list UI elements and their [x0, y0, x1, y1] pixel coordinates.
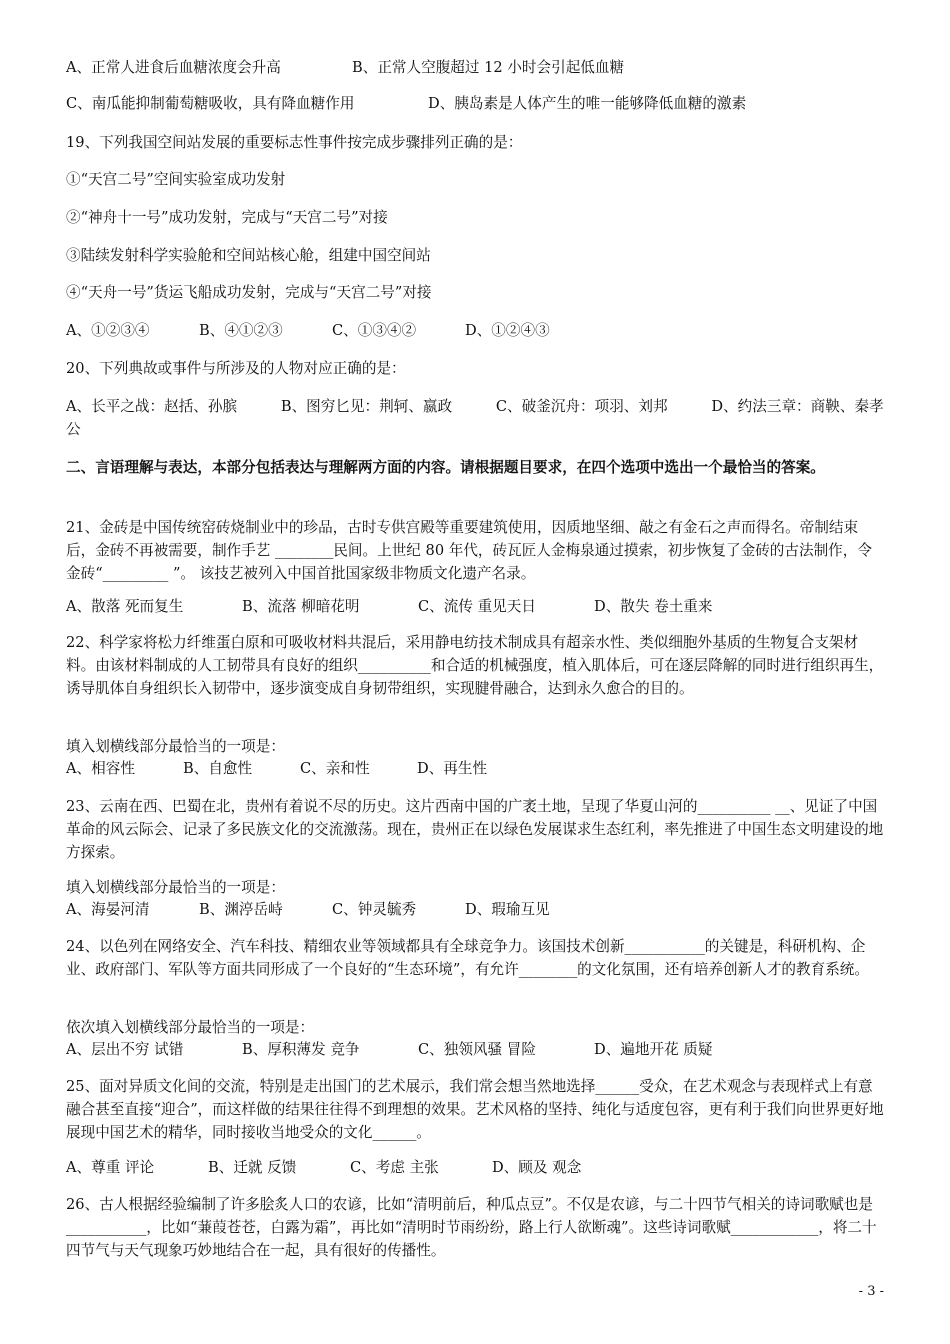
- q22-prompt: 填入划横线部分最恰当的一项是：: [66, 738, 285, 755]
- q21-option-a: A、散落 死而复生: [66, 598, 184, 615]
- q23-options: [66, 900, 550, 920]
- q19-option-b: B、④①②③: [199, 322, 283, 339]
- q21-option-d: D、散失 卷土重来: [594, 598, 713, 615]
- q23-option-d: D、瑕瑜互见: [465, 901, 550, 918]
- q19-statement-2: ②“神舟十一号”成功发射，完成与“天宫二号”对接: [66, 209, 388, 226]
- q23-option-c: C、钟灵毓秀: [332, 901, 417, 918]
- q19-options: [66, 321, 550, 341]
- q24-option-c: C、独领风骚 冒险: [418, 1041, 536, 1058]
- q25-stem: 25、面对异质文化间的交流，特别是走出国门的艺术展示，我们常会想当然地选择______受众，在艺术观念与表现样式上有意融合甚至直接“迎合”，而这样做的结果往往得不到理想的效果。艺术风格的坚持、纯化与适度包容，更有利于我们向世界更好地展现中国艺术的精华，同时接收当地受众的文化______。: [66, 1078, 884, 1141]
- q20-options: A、长平之战：赵括、孙膑 B、图穷匕见：荆轲、嬴政 C、破釜沉舟：项羽、刘邦 D、约法三章：商鞅、秦孝公: [66, 398, 884, 438]
- q19-statement-4: ④“天舟一号”货运飞船成功发射，完成与“天宫二号”对接: [66, 284, 432, 301]
- q25-option-a: A、尊重 评论: [66, 1159, 155, 1176]
- q18-option-c: C、南瓜能抑制葡萄糖吸收，具有降血糖作用: [66, 95, 355, 112]
- q24-options: [66, 1040, 713, 1060]
- q24-option-d: D、遍地开花 质疑: [594, 1041, 713, 1058]
- q23-option-b: B、渊渟岳峙: [199, 901, 283, 918]
- q19-statement-1: ①“天宫二号”空间实验室成功发射: [66, 171, 286, 188]
- q18-option-d: D、胰岛素是人体产生的唯一能够降低血糖的激素: [428, 95, 747, 112]
- q22-option-a: A、相容性: [66, 760, 135, 777]
- q25-options: [66, 1158, 581, 1178]
- page-number: - 3 -: [858, 1284, 884, 1299]
- q21-options: [66, 597, 713, 617]
- q22-stem: 22、科学家将松力纤维蛋白原和可吸收材料共混后，采用静电纺技术制成具有超亲水性、类似细胞外基质的生物复合支架材料。由该材料制成的人工韧带具有良好的组织__________和合适的机械强度，植入肌体后，可在逐层降解的同时进行组织再生，诱导肌体自身组织长入韧带中，逐步演变成自身韧带组织，实现腱骨融合，达到永久愈合的目的。: [66, 634, 884, 697]
- q22-option-b: B、自愈性: [183, 760, 253, 777]
- q25-option-d: D、顾及 观念: [492, 1159, 582, 1176]
- q18-options-row-1: [66, 58, 624, 78]
- q22-option-c: C、亲和性: [300, 760, 370, 777]
- section-2-heading: 二、言语理解与表达，本部分包括表达与理解两方面的内容。请根据题目要求，在四个选项中选出一个最恰当的答案。: [66, 459, 825, 476]
- q23-prompt: 填入划横线部分最恰当的一项是：: [66, 879, 285, 896]
- q19-statement-3: ③陆续发射科学实验舱和空间站核心舱，组建中国空间站: [66, 247, 431, 264]
- q21-option-c: C、流传 重见天日: [418, 598, 536, 615]
- q24-option-b: B、厚积薄发 竞争: [242, 1041, 360, 1058]
- q25-option-c: C、考虑 主张: [350, 1159, 439, 1176]
- q26-stem: 26、古人根据经验编制了许多脍炙人口的农谚，比如“清明前后，种瓜点豆”。不仅是农谚，与二十四节气相关的诗词歌赋也是___________，比如“蒹葭苍苍，白露为霜”，再比如“清明时节雨纷纷，路上行人欲断魂”。这些诗词歌赋____________，将二十四节气与天气现象巧妙地结合在一起，具有很好的传播性。: [66, 1196, 877, 1259]
- q23-stem: 23、云南在西、巴蜀在北，贵州有着说不尽的历史。这片西南中国的广袤土地，呈现了华夏山河的__________ __、见证了中国革命的风云际会、记录了多民族文化的交流激荡。现在，贵州正在以绿色发展谋求生态红利，率先推进了中国生态文明建设的地方探索。: [66, 798, 884, 861]
- q25-option-b: B、迁就 反馈: [208, 1159, 297, 1176]
- q22-options: [66, 759, 487, 779]
- q19-option-d: D、①②④③: [465, 322, 550, 339]
- q19-option-a: A、①②③④: [66, 322, 150, 339]
- q23-option-a: A、海晏河清: [66, 901, 150, 918]
- q24-prompt: 依次填入划横线部分最恰当的一项是：: [66, 1019, 315, 1036]
- q24-option-a: A、层出不穷 试错: [66, 1041, 184, 1058]
- q18-option-a: A、正常人进食后血糖浓度会升高: [66, 59, 281, 76]
- q22-option-d: D、再生性: [417, 760, 488, 777]
- q18-option-b: B、正常人空腹超过 12 小时会引起低血糖: [352, 59, 625, 76]
- q19-stem: 19、下列我国空间站发展的重要标志性事件按完成步骤排列正确的是：: [66, 134, 523, 151]
- q18-options-row-2: [66, 94, 746, 114]
- q19-option-c: C、①③④②: [332, 322, 417, 339]
- q21-option-b: B、流落 柳暗花明: [242, 598, 360, 615]
- q21-stem: 21、金砖是中国传统窑砖烧制业中的珍品，古时专供宫殿等重要建筑使用，因质地坚细、敲之有金石之声而得名。帝制结束后，金砖不再被需要，制作手艺 ________民间。上世纪 80 年代，砖瓦匠人金梅泉通过摸索，初步恢复了金砖的古法制作，令金砖“_________ ”。 该技艺被列入中国首批国家级非物质文化遗产名录。: [66, 519, 872, 582]
- q20-stem: 20、下列典故或事件与所涉及的人物对应正确的是：: [66, 360, 406, 377]
- q24-stem: 24、以色列在网络安全、汽车科技、精细农业等领域都具有全球竞争力。该国技术创新___________的关键是，科研机构、企业、政府部门、军队等方面共同形成了一个良好的“生态环境”，有允许________的文化氛围，还有培养创新人才的教育系统。: [66, 938, 869, 978]
